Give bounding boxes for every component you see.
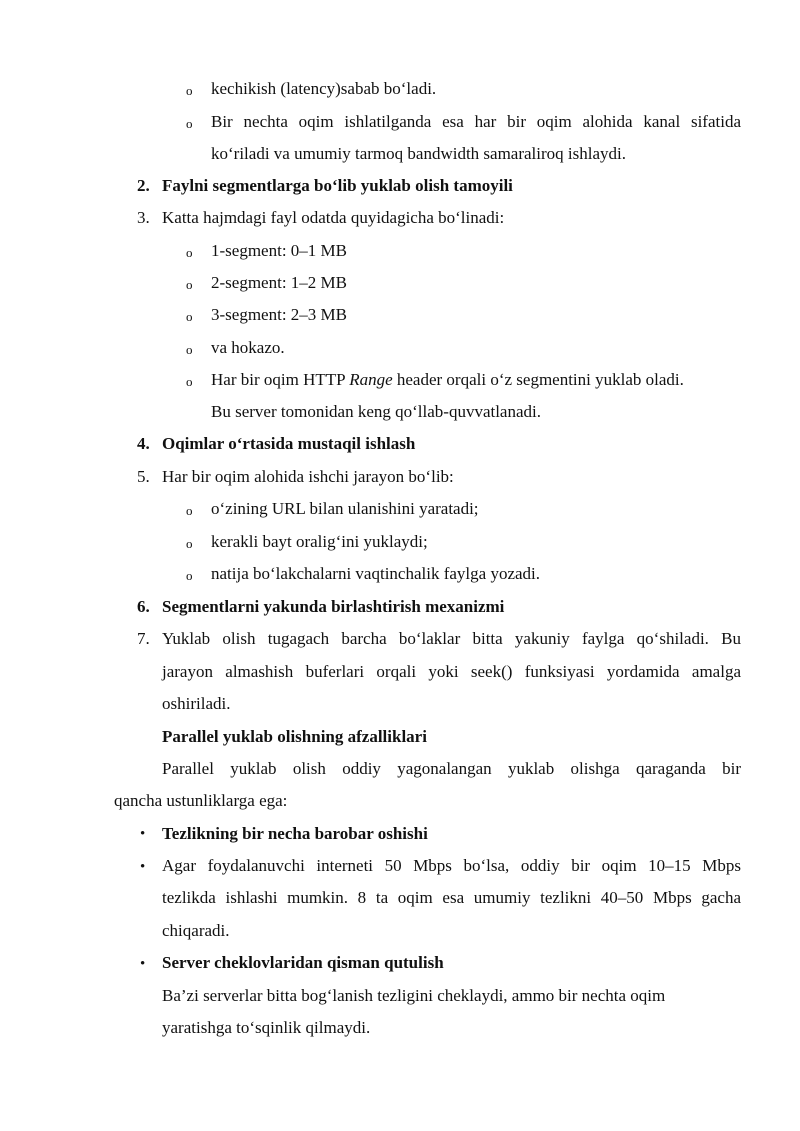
circle-bullet-icon: o	[186, 536, 193, 551]
list-item-heading: Faylni segmentlarga bo‘lib yuklab olish tamoyili	[162, 176, 513, 195]
merge-text-line1: Yuklab olish tugagach barcha bo‘laklar bitta yakuniy faylga qo‘shiladi. Bu	[162, 629, 741, 648]
list-number: 2.	[137, 176, 150, 195]
segment-item: va hokazo.	[211, 338, 285, 357]
server-text-line2: yaratishga to‘sqinlik qilmaydi.	[162, 1018, 371, 1037]
worker-item: o‘zining URL bilan ulanishini yaratadi;	[211, 499, 479, 518]
worker-item: kerakli bayt oralig‘ini yuklaydi;	[211, 532, 428, 551]
segment-item: 3-segment: 2–3 MB	[211, 305, 347, 324]
range-text-italic: Range	[349, 370, 393, 389]
list-item-heading: Segmentlarni yakunda birlashtirish mexanizmi	[162, 597, 505, 616]
speed-text-line3: chiqaradi.	[162, 921, 230, 940]
intro-paragraph-line1: Parallel yuklab olish oddiy yagonalangan yuklab olishga qaraganda bir	[162, 759, 741, 778]
server-text-line1: Ba’zi serverlar bitta bog‘lanish tezligini cheklaydi, ammo bir nechta oqim	[162, 986, 666, 1005]
range-header-line1	[211, 369, 684, 391]
merge-text-line3: oshiriladi.	[162, 694, 231, 713]
sub-item-channels-line1: Bir nechta oqim ishlatilganda esa har bir oqim alohida kanal sifatida	[211, 112, 741, 131]
circle-bullet-icon: o	[186, 277, 193, 292]
list-number: 6.	[137, 597, 150, 616]
list-number: 3.	[137, 208, 150, 227]
intro-paragraph-line2: qancha ustunliklarga ega:	[114, 791, 288, 810]
bullet-heading: Tezlikning bir necha barobar oshishi	[162, 824, 428, 843]
segment-item: 2-segment: 1–2 MB	[211, 273, 347, 292]
sub-item-latency: kechikish (latency)sabab bo‘ladi.	[211, 79, 437, 98]
bullet-icon: •	[140, 826, 146, 842]
circle-bullet-icon: o	[186, 568, 193, 583]
segment-item: 1-segment: 0–1 MB	[211, 241, 347, 260]
sub-item-channels-line2: ko‘riladi va umumiy tarmoq bandwidth samaraliroq ishlaydi.	[211, 144, 626, 163]
worker-item: natija bo‘lakchalarni vaqtinchalik faylga yozadi.	[211, 564, 541, 583]
circle-bullet-icon: o	[186, 374, 193, 389]
bullet-icon: •	[140, 859, 146, 875]
merge-text-line2: jarayon almashish buferlari orqali yoki seek() funksiyasi yordamida amalga	[162, 662, 741, 681]
list-item-text: Har bir oqim alohida ishchi jarayon bo‘lib:	[162, 467, 454, 486]
section-heading: Parallel yuklab olishning afzalliklari	[162, 727, 427, 746]
list-number: 7.	[137, 629, 150, 648]
list-item-text: Katta hajmdagi fayl odatda quyidagicha bo‘linadi:	[162, 208, 505, 227]
list-number: 4.	[137, 434, 150, 453]
circle-bullet-icon: o	[186, 342, 193, 357]
list-item-heading: Oqimlar o‘rtasida mustaqil ishlash	[162, 434, 416, 453]
speed-text-line1: Agar foydalanuvchi interneti 50 Mbps bo‘lsa, oddiy bir oqim 10–15 Mbps	[162, 856, 741, 875]
circle-bullet-icon: o	[186, 245, 193, 260]
circle-bullet-icon: o	[186, 503, 193, 518]
speed-text-line2: tezlikda ishlashi mumkin. 8 ta oqim esa umumiy tezlikni 40–50 Mbps gacha	[162, 888, 741, 907]
circle-bullet-icon: o	[186, 83, 193, 98]
circle-bullet-icon: o	[186, 116, 193, 131]
range-text-post: header orqali o‘z segmentini yuklab oladi.	[392, 370, 684, 389]
list-number: 5.	[137, 467, 150, 486]
circle-bullet-icon: o	[186, 309, 193, 324]
range-header-line2: Bu server tomonidan keng qo‘llab-quvvatlanadi.	[211, 402, 541, 421]
bullet-icon: •	[140, 956, 146, 972]
bullet-heading: Server cheklovlaridan qisman qutulish	[162, 953, 444, 972]
range-text-pre: Har bir oqim HTTP	[211, 370, 350, 389]
